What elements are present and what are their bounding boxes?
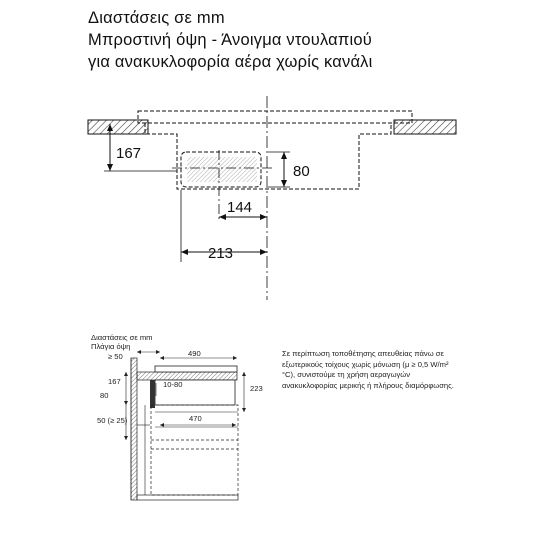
side-dim-167: 167 — [108, 377, 121, 386]
front-dim-213: 213 — [208, 245, 234, 262]
front-view-title-line3: για ανακυκλοφορία αέρα χωρίς κανάλι — [88, 53, 373, 71]
front-view-drawing — [88, 96, 456, 300]
side-title-line2: Πλάγια όψη — [91, 342, 131, 351]
front-view-title-line1: Διαστάσεις σε mm — [88, 9, 225, 27]
front-dim-144: 144 — [227, 199, 253, 216]
side-worktop — [137, 372, 237, 380]
front-dim-80: 80 — [293, 163, 310, 180]
front-dim-167: 167 — [116, 145, 142, 162]
side-dim-80: 80 — [100, 391, 109, 400]
side-dim-470: 470 — [189, 414, 202, 423]
side-dim-50-25: 50 (≥ 25) — [97, 416, 128, 425]
hob-outline — [138, 111, 412, 189]
worktop-right — [394, 120, 456, 134]
worktop-left — [88, 120, 148, 134]
side-view-note: Σε περίπτωση τοποθέτησης απευθείας πάνω σε εξωτερικούς τοίχους χωρίς μόνωση (μ ≥ 0,5 W/m² °C), συνιστούμε τη χρήση αεραγωγών ανακυκλοφορίας μερικής ή πλήρους διαμόρφωσης. — [282, 349, 454, 390]
cabinet-opening-fill — [187, 157, 257, 182]
side-title-line1: Διαστάσεις σε mm — [91, 333, 153, 342]
side-view-drawing — [124, 350, 246, 500]
front-view-title-line2: Μπροστινή όψη - Άνοιγμα ντουλαπιού — [88, 31, 372, 49]
side-dim-223: 223 — [250, 384, 263, 393]
side-dim-min50: ≥ 50 — [108, 352, 123, 361]
side-hob-top — [155, 366, 237, 372]
side-dim-490: 490 — [188, 349, 201, 358]
side-dim-10-80: 10-80 — [163, 380, 183, 389]
wall — [131, 358, 137, 500]
